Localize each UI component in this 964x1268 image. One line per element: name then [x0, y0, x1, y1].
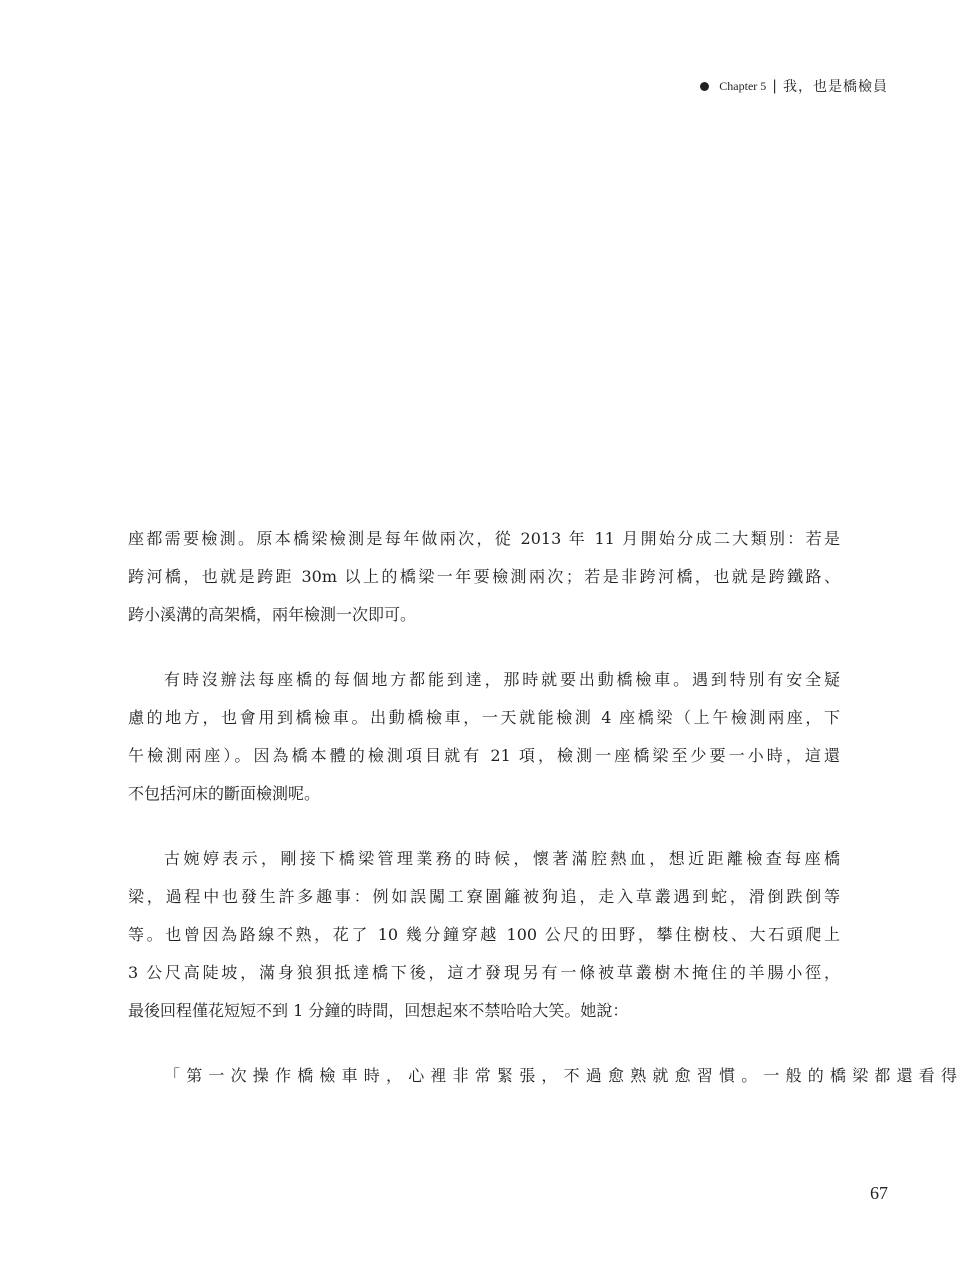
- text-line: 梁，過程中也發生許多趣事：例如誤闖工寮圍籬被狗追，走入草叢遇到蛇，滑倒跌倒等: [128, 887, 840, 906]
- bullet-icon: [700, 82, 709, 91]
- text-line: 午檢測兩座）。因為橋本體的檢測項目就有 21 項，檢測一座橋梁至少要一小時，這還: [128, 746, 840, 765]
- chapter-label: Chapter 5: [719, 78, 767, 93]
- text-line: 有時沒辦法每座橋的每個地方都能到達，那時就要出動橋檢車。遇到特別有安全疑: [164, 670, 840, 689]
- text-line: 不包括河床的斷面檢測呢。: [128, 784, 321, 803]
- running-header: [700, 76, 888, 96]
- text-line: 跨小溪溝的高架橋，兩年檢測一次即可。: [128, 605, 417, 624]
- text-line: 3 公尺高陡坡，滿身狼狽抵達橋下後，這才發現另有一條被草叢樹木掩住的羊腸小徑，: [128, 963, 840, 982]
- chapter-title: 我，也是橋檢員: [783, 79, 888, 95]
- text-line: 古婉婷表示，剛接下橋梁管理業務的時候，懷著滿腔熱血，想近距離檢查每座橋: [164, 849, 840, 868]
- text-line: 最後回程僅花短短不到 1 分鐘的時間，回想起來不禁哈哈大笑。她說：: [128, 1001, 629, 1020]
- paragraph-4-quote: [128, 1057, 964, 1095]
- paragraph-2: [128, 661, 840, 813]
- text-line: 慮的地方，也會用到橋檢車。出動橋檢車，一天就能檢測 4 座橋梁（上午檢測兩座，下: [128, 708, 840, 727]
- header-separator: |: [772, 78, 777, 94]
- paragraph-3: [128, 840, 840, 1030]
- text-line: 等。也曾因為路線不熟，花了 10 幾分鐘穿越 100 公尺的田野，攀住樹枝、大石頭爬上: [128, 925, 840, 944]
- paragraph-1: [128, 520, 840, 634]
- text-line: 跨河橋，也就是跨距 30m 以上的橋梁一年要檢測兩次；若是非跨河橋，也就是跨鐵路、: [128, 567, 840, 586]
- text-line: 「第一次操作橋檢車時，心裡非常緊張，不過愈熟就愈習慣。一般的橋梁都還看得: [164, 1066, 964, 1085]
- page-number: 67: [870, 1183, 888, 1203]
- text-line: 座都需要檢測。原本橋梁檢測是每年做兩次，從 2013 年 11 月開始分成二大類別：若是: [128, 529, 840, 548]
- body-text: [128, 520, 964, 1122]
